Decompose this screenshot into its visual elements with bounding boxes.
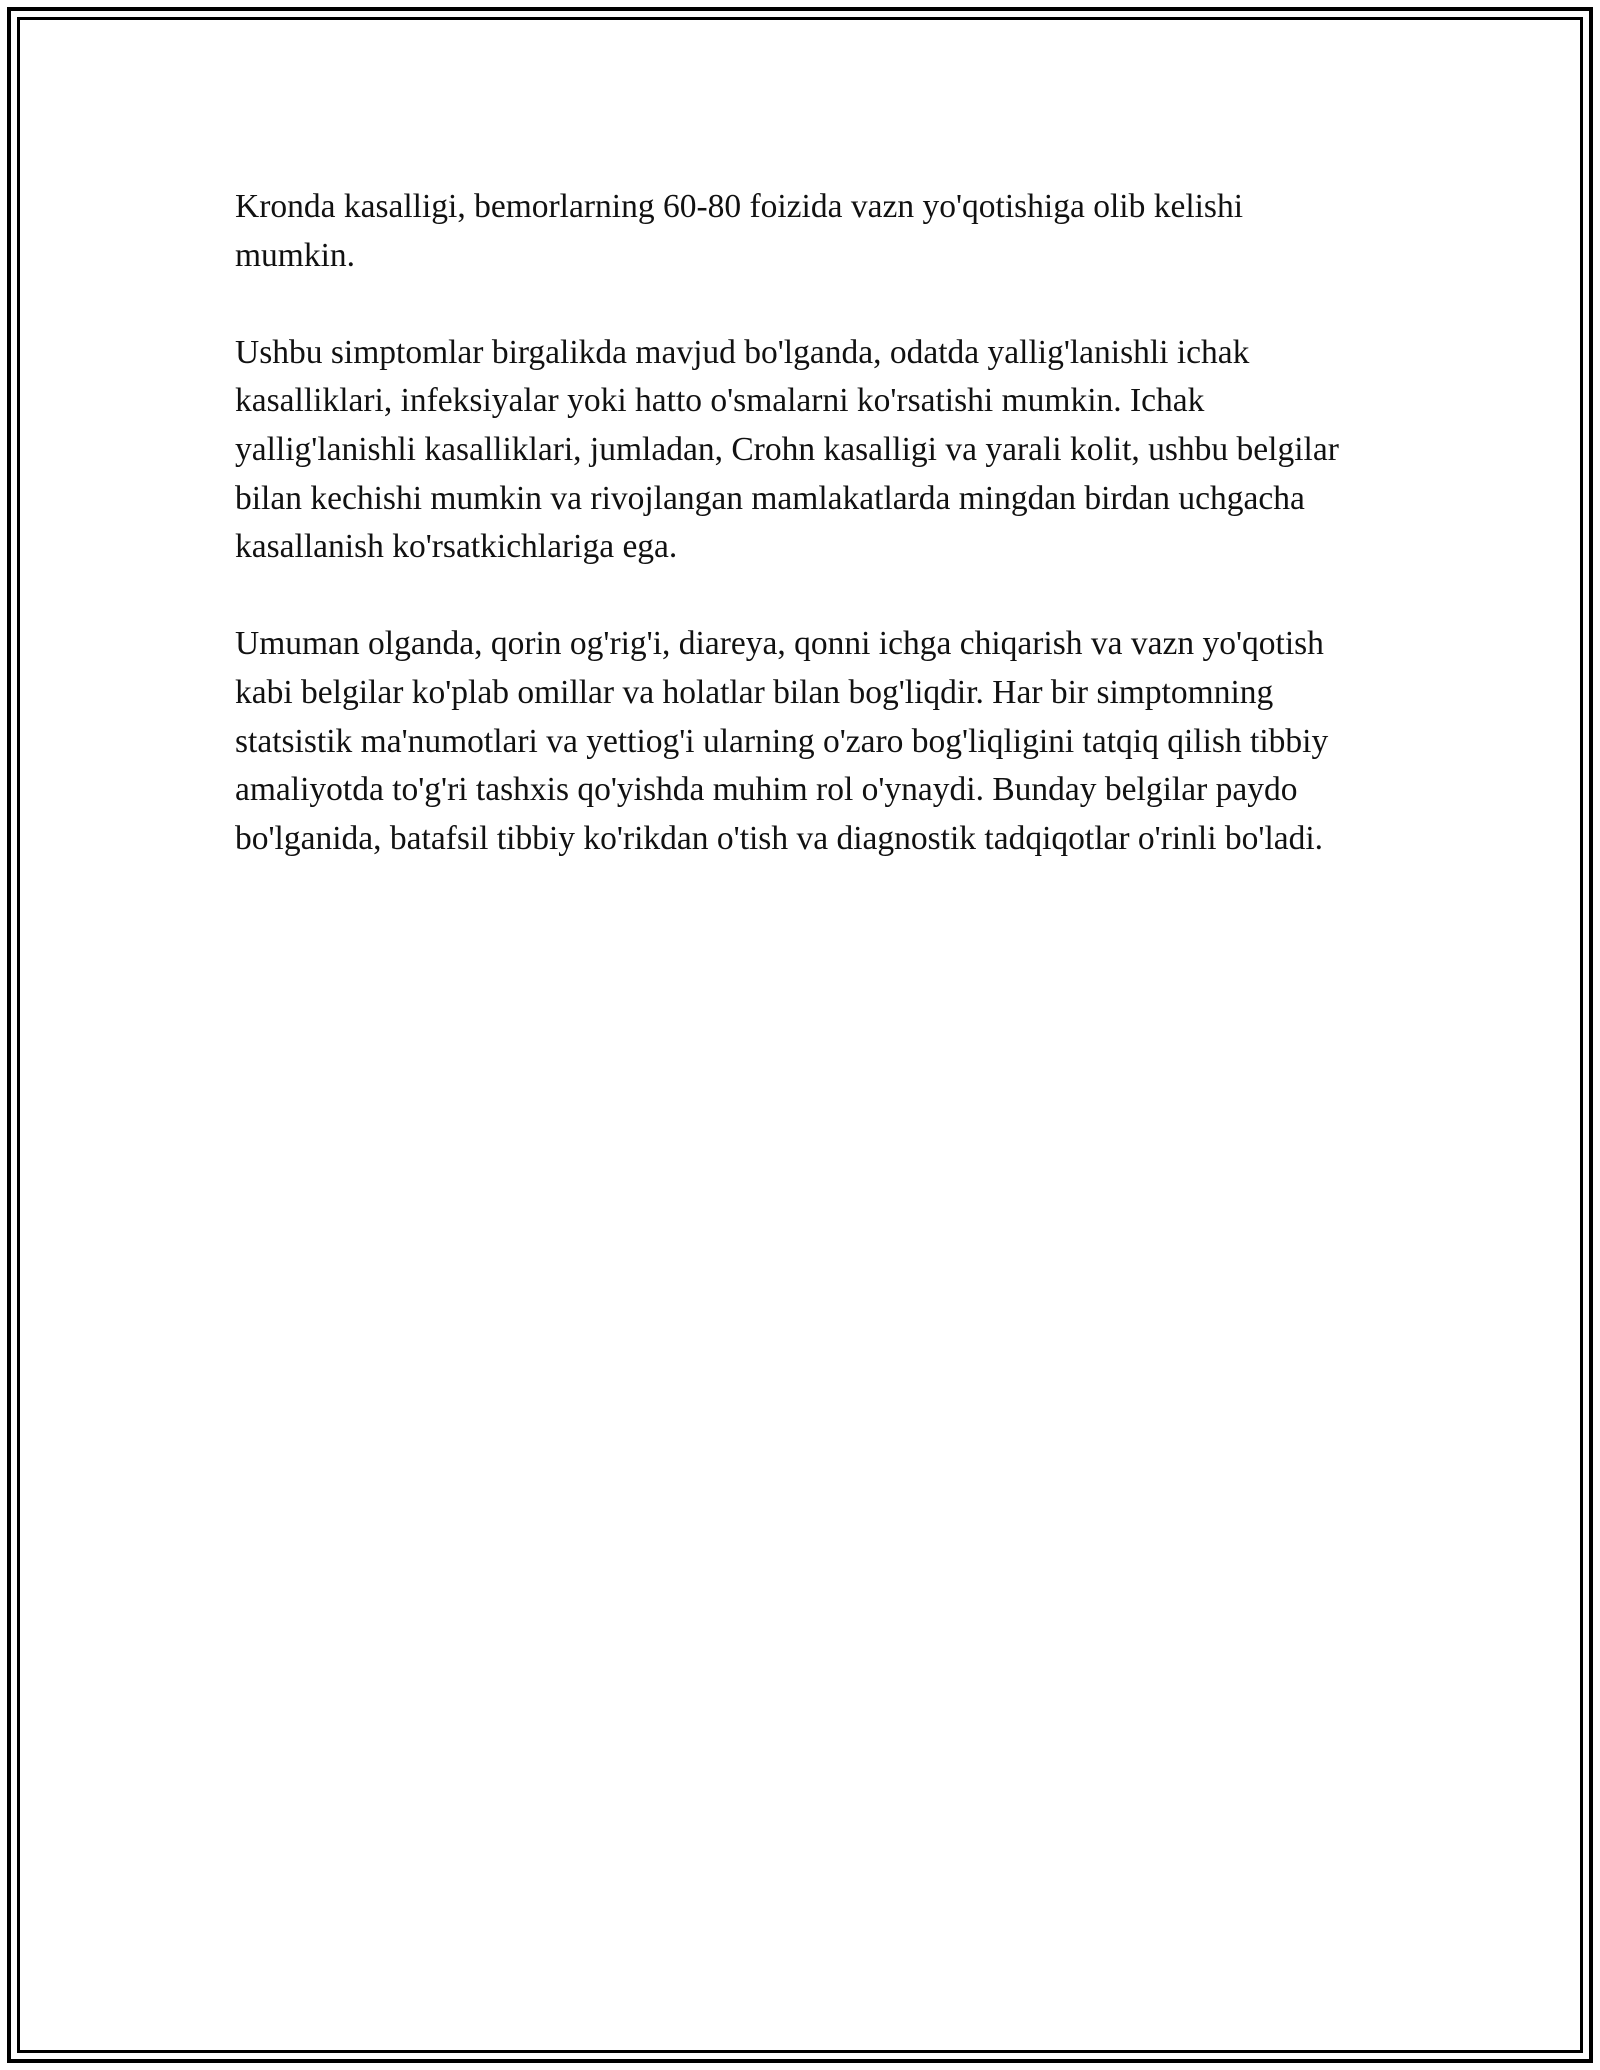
paragraph-2: Ushbu simptomlar birgalikda mavjud bo'lganda, odatda yallig'lanishli ichak kasalliklari, infeksiyalar yoki hatto o'smalarni ko'rsatishi mumkin. Ichak yallig'lanishli kasalliklari, jumladan, Crohn kasalligi va yarali kolit, ushbu belgilar bilan kechishi mumkin va rivojlangan mamlakatlarda mingdan birdan uchgacha kasallanish ko'rsatkichlariga ega. [235, 333, 1339, 566]
document-body [235, 183, 1365, 863]
paragraph-3: Umuman olganda, qorin og'rig'i, diareya, qonni ichga chiqarish va vazn yo'qotish kabi belgilar ko'plab omillar va holatlar bilan bog'liqdir. Har bir simptomning statsistik ma'numotlari va yettiog'i ularning o'zaro bog'liqligini tatqiq qilish tibbiy amaliyotda to'g'ri tashxis qo'yishda muhim rol o'ynaydi. Bunday belgilar paydo bo'lganida, batafsil tibbiy ko'rikdan o'tish va diagnostik tadqiqotlar o'rinli bo'ladi. [235, 625, 1329, 857]
paragraph-1: Kronda kasalligi, bemorlarning 60-80 foizida vazn yo'qotishiga olib kelishi mumkin. [235, 188, 1244, 274]
